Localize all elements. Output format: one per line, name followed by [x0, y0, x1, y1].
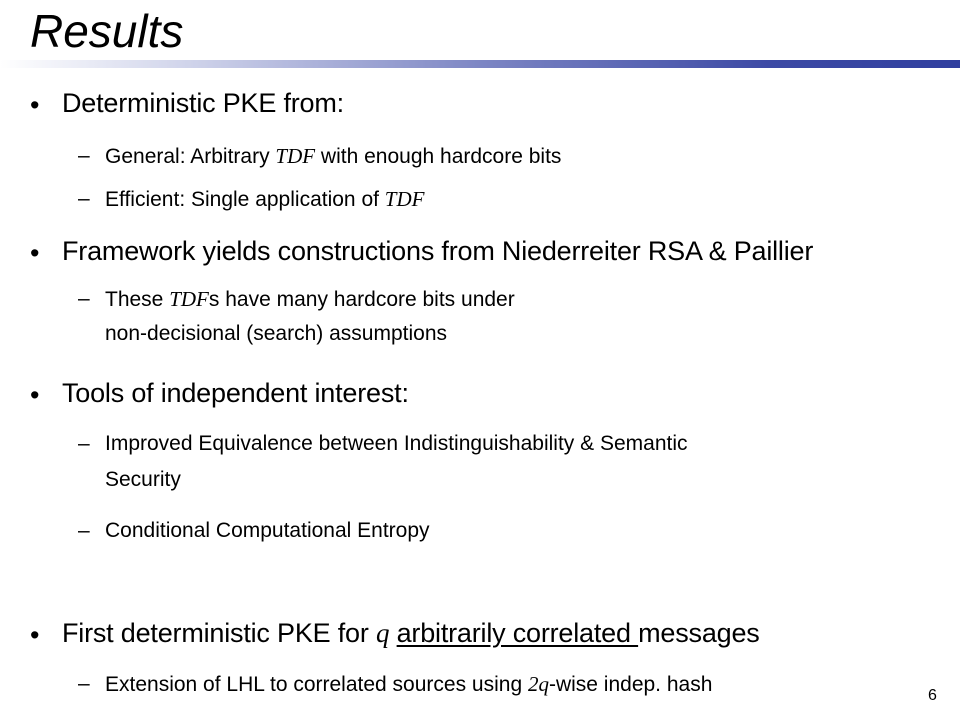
dash-marker: – [78, 187, 90, 210]
sub-bullet-efficient [105, 187, 424, 212]
sub-bullet-text: s have many hardcore bits under [208, 288, 515, 311]
dash-marker: – [78, 287, 90, 310]
sub-bullet-general [105, 144, 561, 169]
bullet-marker: • [30, 90, 40, 120]
sub-bullet-text: Extension of LHL to correlated sources using [105, 673, 528, 696]
sub-bullet-text: with enough hardcore bits [315, 145, 562, 168]
sub-bullet-lhl-extension [105, 672, 712, 697]
bullet-marker: • [30, 238, 40, 268]
sub-bullet-improved-equivalence: Improved Equivalence between Indistinguishability & Semantic [105, 432, 688, 455]
sub-bullet-tdfs-hardcore-continued: non-decisional (search) assumptions [105, 322, 447, 345]
bullet-framework: Framework yields constructions from Niederreiter RSA & Paillier [62, 236, 814, 266]
dash-marker: – [78, 144, 90, 167]
math-tdf: TDF [275, 144, 316, 168]
math-tdf: TDF [169, 287, 209, 311]
bullet-text: messages [638, 618, 760, 648]
math-2q: 2q [527, 672, 549, 696]
math-q: q [375, 618, 390, 648]
math-tdf: TDF [384, 187, 425, 211]
dash-marker: – [78, 519, 90, 542]
sub-bullet-text: General: Arbitrary [105, 145, 276, 168]
sub-bullet-conditional-entropy: Conditional Computational Entropy [105, 519, 430, 542]
sub-bullet-text: -wise indep. hash [548, 673, 713, 696]
sub-bullet-improved-equivalence-continued: Security [105, 468, 181, 491]
bullet-text: First deterministic PKE for [62, 618, 376, 648]
bullet-marker: • [30, 620, 40, 650]
slide-title: Results [30, 5, 184, 57]
bullet-first-deterministic-pke [62, 618, 760, 649]
page-number: 6 [928, 687, 937, 704]
bullet-colon: : [401, 378, 409, 408]
bullet-tools [62, 378, 409, 409]
bullet-marker: • [30, 380, 40, 410]
title-underline-bar [0, 60, 960, 68]
bullet-deterministic-pke: Deterministic PKE from: [62, 88, 344, 118]
bullet-text: Tools of independent interest [62, 378, 402, 408]
dash-marker: – [78, 432, 90, 455]
underlined-phrase: arbitrarily correlated [396, 618, 639, 648]
dash-marker: – [78, 672, 90, 695]
sub-bullet-text: These [105, 288, 170, 311]
sub-bullet-text: Efficient: Single application of [105, 188, 385, 211]
sub-bullet-tdfs-hardcore [105, 287, 515, 312]
